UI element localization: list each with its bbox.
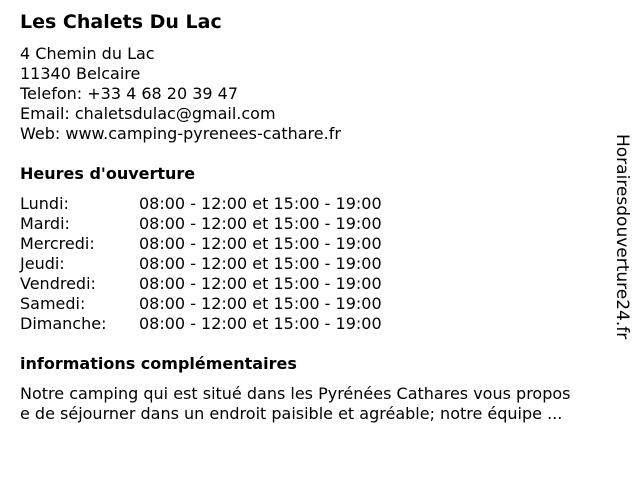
hours-row-vendredi xyxy=(20,274,440,294)
hours-day: Mercredi: xyxy=(20,234,95,253)
info-description xyxy=(20,384,620,424)
hours-time: 08:00 - 12:00 et 15:00 - 19:00 xyxy=(139,194,382,213)
address-city: 11340 Belcaire xyxy=(20,64,141,83)
hours-day: Jeudi: xyxy=(20,254,65,273)
email-line: Email: chaletsdulac@gmail.com xyxy=(20,104,276,123)
hours-time: 08:00 - 12:00 et 15:00 - 19:00 xyxy=(139,314,382,333)
hours-time: 08:00 - 12:00 et 15:00 - 19:00 xyxy=(139,234,382,253)
hours-row-samedi xyxy=(20,294,440,314)
hours-row-dimanche xyxy=(20,314,440,334)
hours-day: Dimanche: xyxy=(20,314,107,333)
hours-heading: Heures d'ouverture xyxy=(20,164,196,183)
info-line-2: e de séjourner dans un endroit paisible et agréable; notre équipe ... xyxy=(20,404,563,423)
hours-day: Lundi: xyxy=(20,194,69,213)
hours-row-jeudi xyxy=(20,254,440,274)
hours-day: Samedi: xyxy=(20,294,86,313)
hours-time: 08:00 - 12:00 et 15:00 - 19:00 xyxy=(139,254,382,273)
hours-row-lundi xyxy=(20,194,440,214)
info-line-1: Notre camping qui est situé dans les Pyrénées Cathares vous propos xyxy=(20,384,571,403)
address-street: 4 Chemin du Lac xyxy=(20,44,155,63)
hours-row-mardi xyxy=(20,214,440,234)
hours-time: 08:00 - 12:00 et 15:00 - 19:00 xyxy=(139,274,382,293)
watermark-text: Horairesdouverture24.fr xyxy=(612,134,632,340)
hours-time: 08:00 - 12:00 et 15:00 - 19:00 xyxy=(139,294,382,313)
watermark xyxy=(612,134,634,344)
info-heading: informations complémentaires xyxy=(20,354,297,373)
hours-day: Vendredi: xyxy=(20,274,96,293)
address-block xyxy=(20,44,341,144)
business-name: Les Chalets Du Lac xyxy=(20,11,222,33)
hours-day: Mardi: xyxy=(20,214,70,233)
hours-row-mercredi xyxy=(20,234,440,254)
hours-table xyxy=(20,194,440,334)
hours-time: 08:00 - 12:00 et 15:00 - 19:00 xyxy=(139,214,382,233)
phone-line: Telefon: +33 4 68 20 39 47 xyxy=(20,84,239,103)
web-line: Web: www.camping-pyrenees-cathare.fr xyxy=(20,124,341,143)
